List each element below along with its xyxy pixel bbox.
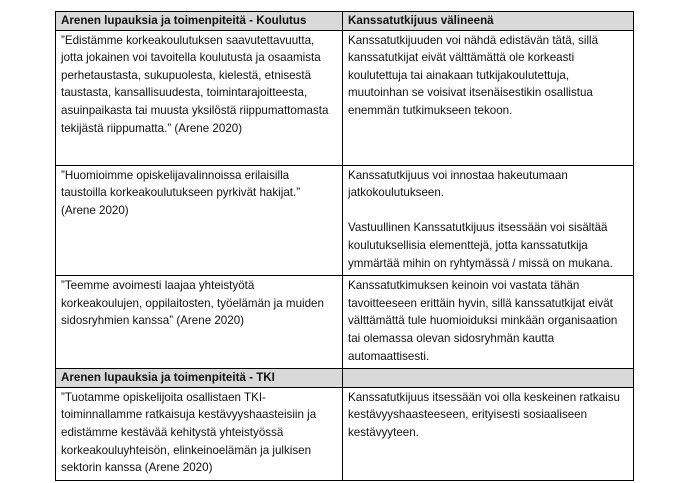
co-research-cell — [343, 165, 634, 276]
promise-cell: ”Teemme avoimesti laajaa yhteistyötä korkeakoulujen, oppilaitosten, työelämän ja muiden sidosryhmien kanssa” (Arene 2020) — [56, 276, 343, 369]
header-cell-left: Arenen lupauksia ja toimenpiteitä - TKI — [56, 369, 343, 388]
header-cell-right: Kanssatutkijuus välineenä — [343, 12, 634, 31]
promise-cell: ”Edistämme korkeakoulutuksen saavutettavuutta, jotta jokainen voi tavoitella koulutusta ja osaamista perhetaustasta, sukupuolesta, kielestä, etnisestä taustasta, kansallisuudesta, toimintarajoitteesta, asuinpaikasta tai muusta yksilöstä riippumattomasta tekijästä riippumatta.” (Arene 2020) — [56, 30, 343, 165]
cell-paragraph: Kanssatutkijuus voi innostaa hakeutumaan jatkokoulutukseen. — [348, 168, 568, 200]
promise-cell: ”Huomioimme opiskelijavalinnoissa erilaisilla taustoilla korkeakoulutukseen pyrkivät hakijat.” (Arene 2020) — [56, 165, 343, 276]
promise-cell: ”Tuotamme opiskelijoita osallistaen TKI-toiminnallamme ratkaisuja kestävyyshaasteisiin ja edistämme kestävää kehitystä yhteistyössä korkeakouluyhteisön, elinkeinoelämän ja julkisen sektorin kanssa (Arene 2020) — [56, 387, 343, 480]
header-cell-right — [343, 369, 634, 388]
table-row — [56, 276, 634, 369]
comparison-table — [55, 11, 634, 481]
header-cell-left: Arenen lupauksia ja toimenpiteitä - Koulutus — [56, 12, 343, 31]
cell-paragraph: Vastuullinen Kanssatutkijuus itsessään voi sisältää koulutuksellisia elementtejä, jotta kanssatutkija ymmärtää mihin on ryhtymässä / missä on mukana. — [348, 221, 613, 270]
header-row-koulutus — [56, 12, 634, 31]
co-research-cell: Kanssatutkijuus itsessään voi olla keskeinen ratkaisu kestävyyshaasteeseen, erityisesti sosiaaliseen kestävyyteen. — [343, 387, 634, 480]
table-row — [56, 165, 634, 276]
header-row-tki — [56, 369, 634, 388]
table-row — [56, 30, 634, 165]
co-research-cell: Kanssatutkijuuden voi nähdä edistävän tätä, sillä kanssatutkijat eivät välttämättä ole korkeasti koulutettuja tai ainakaan tutkijakoulutettuja, muutoinhan se voisivat itsenäisestikin osallistua enemmän tutkimukseen tekoon. — [343, 30, 634, 165]
co-research-cell: Kanssatutkimuksen keinoin voi vastata tähän tavoitteeseen erittäin hyvin, sillä kanssatutkijat eivät välttämättä tule huomioiduksi minkään organisaation tai olemassa olevan sidosryhmän kautta automaattisesti. — [343, 276, 634, 369]
table-row — [56, 387, 634, 480]
